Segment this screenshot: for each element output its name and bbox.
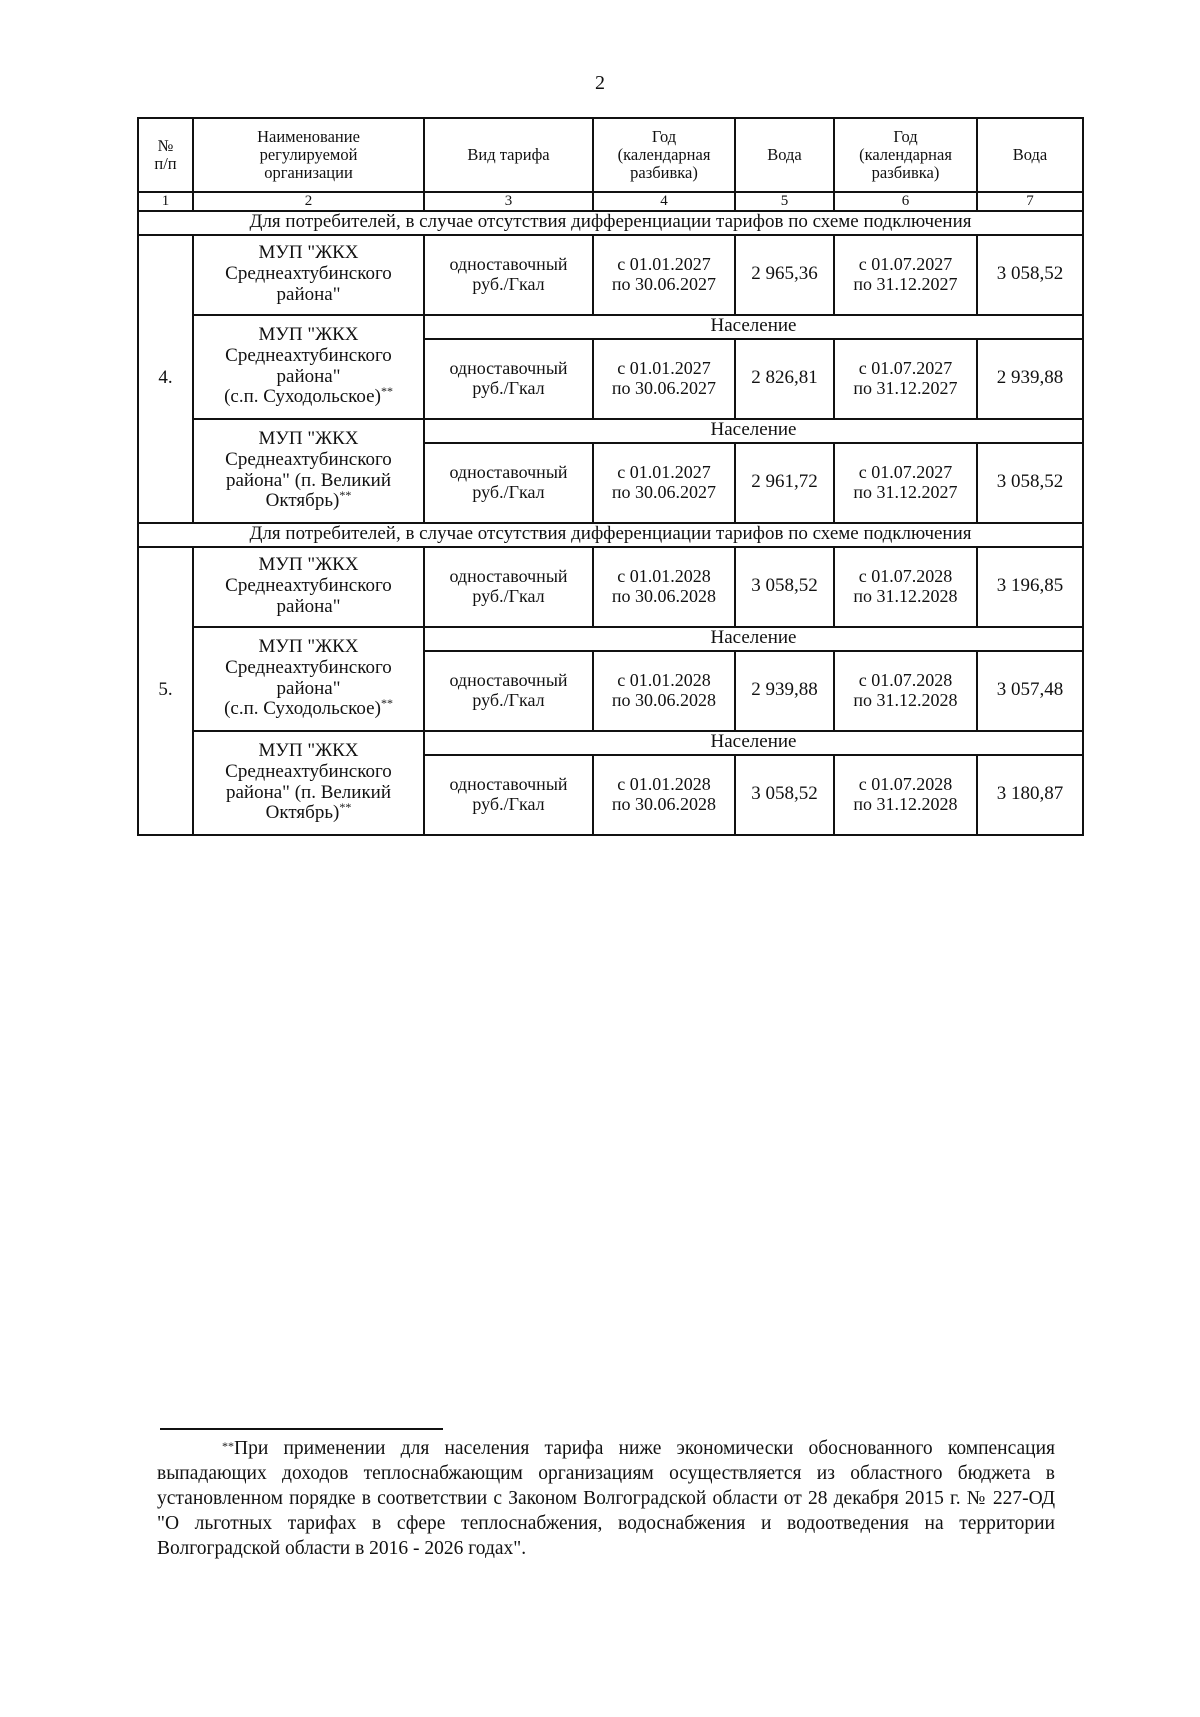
organization-name: МУП "ЖКХ Среднеахтубинского района" <box>193 547 424 627</box>
column-number: 5 <box>735 192 834 211</box>
organization-name: МУП "ЖКХ Среднеахтубинского района" (с.п. Суходольское)** <box>193 627 424 731</box>
footnote-marker: ** <box>222 1439 234 1453</box>
water-tariff-first-half: 3 058,52 <box>735 755 834 835</box>
water-tariff-first-half: 2 939,88 <box>735 651 834 731</box>
footnote-text: При применении для населения тарифа ниже экономически обоснованного компенсация выпадающих доходов теплоснабжающим организациям осуществляется из областного бюджета в установленном порядке в соответствии с Законом Волгоградской области от 28 декабря 2015 г. № 227-ОД "О льготных тарифах в сфере теплоснабжения, водоснабжения и водоотведения на территории Волгоградской области в 2016 - 2026 годах". <box>157 1438 1055 1559</box>
period-second-half: с 01.07.2028 по 31.12.2028 <box>834 547 977 627</box>
water-tariff-first-half: 2 826,81 <box>735 339 834 419</box>
population-row <box>138 419 1083 443</box>
population-label: Население <box>424 731 1083 755</box>
column-number: 1 <box>138 192 193 211</box>
tariff-type: одноставочный руб./Гкал <box>424 755 593 835</box>
population-label: Население <box>424 627 1083 651</box>
header-cell: Вода <box>977 118 1083 192</box>
section-label: Для потребителей, в случае отсутствия дифференциации тарифов по схеме подключения <box>138 211 1083 235</box>
period-first-half: с 01.01.2027 по 30.06.2027 <box>593 443 735 523</box>
footnote-divider <box>160 1428 443 1430</box>
organization-name: МУП "ЖКХ Среднеахтубинского района" (с.п. Суходольское)** <box>193 315 424 419</box>
water-tariff-second-half: 3 057,48 <box>977 651 1083 731</box>
section-row <box>138 523 1083 547</box>
population-row <box>138 627 1083 651</box>
water-tariff-second-half: 3 058,52 <box>977 443 1083 523</box>
header-cell: Вода <box>735 118 834 192</box>
period-second-half: с 01.07.2028 по 31.12.2028 <box>834 651 977 731</box>
water-tariff-first-half: 2 961,72 <box>735 443 834 523</box>
page-number: 2 <box>595 72 605 94</box>
header-cell: № п/п <box>138 118 193 192</box>
tariff-table <box>137 117 1084 836</box>
row-number: 5. <box>138 547 193 835</box>
column-number-row <box>138 192 1083 211</box>
period-first-half: с 01.01.2027 по 30.06.2027 <box>593 339 735 419</box>
period-first-half: с 01.01.2028 по 30.06.2028 <box>593 755 735 835</box>
footnote <box>157 1436 1055 1561</box>
water-tariff-second-half: 3 180,87 <box>977 755 1083 835</box>
organization-name: МУП "ЖКХ Среднеахтубинского района" (п. Великий Октябрь)** <box>193 731 424 835</box>
tariff-type: одноставочный руб./Гкал <box>424 235 593 315</box>
column-number: 6 <box>834 192 977 211</box>
tariff-type: одноставочный руб./Гкал <box>424 651 593 731</box>
tariff-type: одноставочный руб./Гкал <box>424 339 593 419</box>
footnote-marker: ** <box>339 800 352 815</box>
water-tariff-second-half: 3 196,85 <box>977 547 1083 627</box>
period-second-half: с 01.07.2027 по 31.12.2027 <box>834 339 977 419</box>
period-first-half: с 01.01.2028 по 30.06.2028 <box>593 651 735 731</box>
column-number: 4 <box>593 192 735 211</box>
organization-name: МУП "ЖКХ Среднеахтубинского района" <box>193 235 424 315</box>
tariff-type: одноставочный руб./Гкал <box>424 547 593 627</box>
header-cell: Вид тарифа <box>424 118 593 192</box>
population-row <box>138 315 1083 339</box>
header-cell: Год (календарная разбивка) <box>593 118 735 192</box>
header-row <box>138 118 1083 192</box>
header-cell: Наименование регулируемой организации <box>193 118 424 192</box>
column-number: 7 <box>977 192 1083 211</box>
tariff-type: одноставочный руб./Гкал <box>424 443 593 523</box>
period-first-half: с 01.01.2028 по 30.06.2028 <box>593 547 735 627</box>
table-row <box>138 547 1083 627</box>
population-row <box>138 731 1083 755</box>
footnote-marker: ** <box>380 696 393 711</box>
water-tariff-first-half: 3 058,52 <box>735 547 834 627</box>
header-cell: Год (календарная разбивка) <box>834 118 977 192</box>
table-row <box>138 235 1083 315</box>
water-tariff-first-half: 2 965,36 <box>735 235 834 315</box>
footnote-marker: ** <box>380 384 393 399</box>
water-tariff-second-half: 3 058,52 <box>977 235 1083 315</box>
section-row <box>138 211 1083 235</box>
water-tariff-second-half: 2 939,88 <box>977 339 1083 419</box>
period-second-half: с 01.07.2028 по 31.12.2028 <box>834 755 977 835</box>
period-second-half: с 01.07.2027 по 31.12.2027 <box>834 443 977 523</box>
population-label: Население <box>424 315 1083 339</box>
table-body <box>138 211 1083 835</box>
organization-name: МУП "ЖКХ Среднеахтубинского района" (п. Великий Октябрь)** <box>193 419 424 523</box>
section-label: Для потребителей, в случае отсутствия дифференциации тарифов по схеме подключения <box>138 523 1083 547</box>
population-label: Население <box>424 419 1083 443</box>
column-number: 3 <box>424 192 593 211</box>
row-number: 4. <box>138 235 193 523</box>
period-first-half: с 01.01.2027 по 30.06.2027 <box>593 235 735 315</box>
column-number: 2 <box>193 192 424 211</box>
period-second-half: с 01.07.2027 по 31.12.2027 <box>834 235 977 315</box>
footnote-marker: ** <box>339 488 352 503</box>
